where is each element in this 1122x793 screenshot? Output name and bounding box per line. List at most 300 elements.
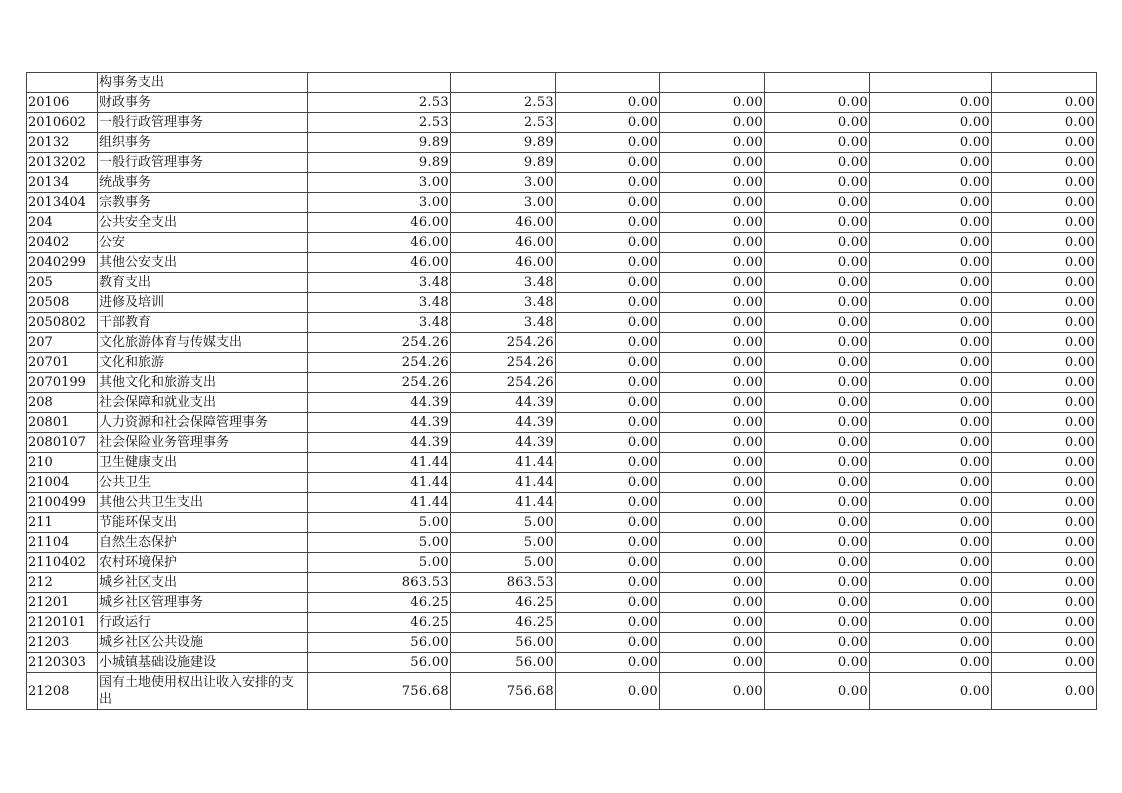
amount-cell: 3.48 [451,273,556,293]
amount-cell: 0.00 [870,293,992,313]
amount-cell: 0.00 [556,373,660,393]
subject-code-cell: 2120303 [27,653,98,673]
subject-name-cell: 行政运行 [98,613,308,633]
amount-cell: 0.00 [660,433,765,453]
amount-cell [308,73,451,93]
amount-cell: 0.00 [556,153,660,173]
amount-cell: 9.89 [451,153,556,173]
amount-cell: 0.00 [660,293,765,313]
subject-code-cell: 21004 [27,473,98,493]
amount-cell: 0.00 [556,113,660,133]
subject-name-cell: 进修及培训 [98,293,308,313]
amount-cell: 0.00 [660,133,765,153]
amount-cell: 41.44 [451,493,556,513]
table-row [27,533,1097,553]
amount-cell: 0.00 [765,353,870,373]
amount-cell: 0.00 [870,413,992,433]
subject-code-cell: 2010602 [27,113,98,133]
amount-cell: 254.26 [451,353,556,373]
amount-cell: 756.68 [451,673,556,710]
table-row [27,333,1097,353]
amount-cell: 0.00 [765,173,870,193]
subject-code-cell: 20106 [27,93,98,113]
amount-cell: 2.53 [308,93,451,113]
amount-cell: 0.00 [765,313,870,333]
amount-cell: 0.00 [556,233,660,253]
amount-cell: 56.00 [451,653,556,673]
amount-cell: 0.00 [870,573,992,593]
subject-name-cell: 文化旅游体育与传媒支出 [98,333,308,353]
amount-cell: 41.44 [451,453,556,473]
amount-cell: 0.00 [765,453,870,473]
subject-code-cell: 20402 [27,233,98,253]
amount-cell: 0.00 [870,153,992,173]
amount-cell: 0.00 [556,553,660,573]
amount-cell: 0.00 [556,573,660,593]
amount-cell: 0.00 [556,253,660,273]
amount-cell: 0.00 [870,533,992,553]
amount-cell: 0.00 [992,93,1097,113]
table-row [27,633,1097,653]
budget-table [26,72,1097,710]
amount-cell: 3.00 [308,193,451,213]
amount-cell: 46.25 [451,613,556,633]
amount-cell: 0.00 [660,193,765,213]
amount-cell: 0.00 [660,373,765,393]
amount-cell: 0.00 [660,113,765,133]
subject-code-cell: 2050802 [27,313,98,333]
subject-name-cell: 干部教育 [98,313,308,333]
amount-cell: 0.00 [765,273,870,293]
amount-cell [765,73,870,93]
subject-name-cell: 一般行政管理事务 [98,113,308,133]
budget-table-page [26,72,1096,710]
amount-cell: 0.00 [556,473,660,493]
amount-cell: 0.00 [556,393,660,413]
amount-cell: 0.00 [992,333,1097,353]
amount-cell: 0.00 [870,593,992,613]
amount-cell: 46.00 [308,233,451,253]
amount-cell: 0.00 [870,353,992,373]
table-row [27,433,1097,453]
subject-code-cell: 21208 [27,673,98,710]
amount-cell: 0.00 [992,673,1097,710]
amount-cell: 0.00 [660,413,765,433]
amount-cell: 0.00 [870,273,992,293]
amount-cell: 0.00 [765,653,870,673]
table-row [27,253,1097,273]
amount-cell: 0.00 [992,433,1097,453]
amount-cell: 0.00 [660,453,765,473]
amount-cell: 3.48 [451,313,556,333]
amount-cell: 41.44 [308,453,451,473]
table-row [27,93,1097,113]
amount-cell: 5.00 [308,513,451,533]
amount-cell: 0.00 [870,653,992,673]
amount-cell [660,73,765,93]
amount-cell: 0.00 [992,613,1097,633]
amount-cell: 0.00 [556,453,660,473]
table-row [27,293,1097,313]
amount-cell: 0.00 [765,253,870,273]
amount-cell: 0.00 [660,173,765,193]
amount-cell: 0.00 [992,393,1097,413]
subject-name-cell: 其他公共卫生支出 [98,493,308,513]
amount-cell: 0.00 [870,253,992,273]
amount-cell: 56.00 [308,653,451,673]
amount-cell: 0.00 [765,333,870,353]
amount-cell: 41.44 [308,493,451,513]
amount-cell: 0.00 [556,533,660,553]
table-row [27,73,1097,93]
subject-name-cell: 城乡社区公共设施 [98,633,308,653]
amount-cell: 0.00 [765,373,870,393]
amount-cell: 0.00 [992,213,1097,233]
amount-cell: 3.00 [451,193,556,213]
subject-name-cell: 构事务支出 [98,73,308,93]
amount-cell: 5.00 [451,533,556,553]
amount-cell: 3.00 [308,173,451,193]
amount-cell: 0.00 [660,653,765,673]
amount-cell: 41.44 [451,473,556,493]
amount-cell: 0.00 [765,393,870,413]
subject-name-cell: 节能环保支出 [98,513,308,533]
subject-name-cell: 统战事务 [98,173,308,193]
amount-cell: 0.00 [556,673,660,710]
amount-cell: 0.00 [660,593,765,613]
subject-name-cell: 自然生态保护 [98,533,308,553]
amount-cell: 0.00 [992,133,1097,153]
amount-cell: 0.00 [765,433,870,453]
amount-cell: 3.48 [308,293,451,313]
amount-cell: 0.00 [870,313,992,333]
amount-cell: 0.00 [765,133,870,153]
amount-cell: 0.00 [992,373,1097,393]
table-row [27,453,1097,473]
amount-cell: 0.00 [660,613,765,633]
amount-cell: 0.00 [870,493,992,513]
subject-name-cell: 组织事务 [98,133,308,153]
amount-cell: 0.00 [870,373,992,393]
subject-name-cell: 公共安全支出 [98,213,308,233]
subject-code-cell: 20132 [27,133,98,153]
subject-code-cell: 21203 [27,633,98,653]
subject-name-cell: 社会保险业务管理事务 [98,433,308,453]
subject-code-cell: 2100499 [27,493,98,513]
table-row [27,573,1097,593]
subject-code-cell: 2110402 [27,553,98,573]
amount-cell: 0.00 [992,273,1097,293]
amount-cell: 46.00 [451,253,556,273]
amount-cell: 0.00 [765,553,870,573]
subject-code-cell: 20508 [27,293,98,313]
amount-cell: 0.00 [765,213,870,233]
amount-cell: 0.00 [992,453,1097,473]
amount-cell: 5.00 [308,533,451,553]
amount-cell: 0.00 [870,553,992,573]
amount-cell: 0.00 [765,233,870,253]
table-row [27,653,1097,673]
amount-cell: 3.48 [451,293,556,313]
table-body [27,73,1097,710]
amount-cell: 0.00 [870,633,992,653]
amount-cell: 5.00 [308,553,451,573]
amount-cell: 44.39 [308,393,451,413]
subject-name-cell: 国有土地使用权出让收入安排的支出 [98,673,308,710]
subject-code-cell: 21104 [27,533,98,553]
subject-code-cell: 20134 [27,173,98,193]
subject-name-cell: 城乡社区支出 [98,573,308,593]
amount-cell: 254.26 [308,373,451,393]
amount-cell: 0.00 [556,613,660,633]
amount-cell: 0.00 [765,593,870,613]
amount-cell: 254.26 [451,373,556,393]
subject-code-cell: 211 [27,513,98,533]
amount-cell: 0.00 [992,253,1097,273]
table-row [27,393,1097,413]
subject-code-cell: 210 [27,453,98,473]
amount-cell: 0.00 [765,153,870,173]
amount-cell: 0.00 [870,433,992,453]
amount-cell: 0.00 [660,333,765,353]
amount-cell: 0.00 [660,353,765,373]
amount-cell: 0.00 [992,653,1097,673]
table-row [27,553,1097,573]
subject-name-cell: 教育支出 [98,273,308,293]
amount-cell: 0.00 [992,153,1097,173]
amount-cell: 0.00 [870,333,992,353]
amount-cell: 0.00 [556,213,660,233]
amount-cell: 0.00 [556,93,660,113]
amount-cell: 44.39 [308,433,451,453]
amount-cell: 0.00 [660,553,765,573]
table-row [27,113,1097,133]
amount-cell: 0.00 [660,93,765,113]
table-row [27,213,1097,233]
amount-cell: 0.00 [870,673,992,710]
amount-cell: 46.00 [451,213,556,233]
table-row [27,473,1097,493]
subject-name-cell: 社会保障和就业支出 [98,393,308,413]
amount-cell: 0.00 [660,233,765,253]
amount-cell: 5.00 [451,513,556,533]
amount-cell: 0.00 [556,433,660,453]
amount-cell: 0.00 [765,93,870,113]
amount-cell: 44.39 [451,433,556,453]
subject-name-cell: 一般行政管理事务 [98,153,308,173]
amount-cell: 0.00 [660,313,765,333]
subject-code-cell [27,73,98,93]
amount-cell: 0.00 [992,353,1097,373]
table-row [27,613,1097,633]
amount-cell: 5.00 [451,553,556,573]
amount-cell: 0.00 [870,613,992,633]
amount-cell: 0.00 [992,573,1097,593]
subject-name-cell: 农村环境保护 [98,553,308,573]
amount-cell [556,73,660,93]
amount-cell: 2.53 [451,93,556,113]
subject-code-cell: 2070199 [27,373,98,393]
subject-code-cell: 2080107 [27,433,98,453]
amount-cell: 56.00 [308,633,451,653]
subject-code-cell: 208 [27,393,98,413]
amount-cell: 0.00 [992,513,1097,533]
amount-cell: 0.00 [556,513,660,533]
amount-cell: 0.00 [556,193,660,213]
table-row [27,273,1097,293]
amount-cell: 0.00 [556,333,660,353]
amount-cell: 0.00 [992,413,1097,433]
subject-code-cell: 20801 [27,413,98,433]
subject-code-cell: 205 [27,273,98,293]
amount-cell: 0.00 [556,313,660,333]
amount-cell: 254.26 [451,333,556,353]
table-row [27,233,1097,253]
amount-cell: 0.00 [992,553,1097,573]
amount-cell: 44.39 [451,413,556,433]
amount-cell: 41.44 [308,473,451,493]
table-row [27,133,1097,153]
subject-code-cell: 21201 [27,593,98,613]
amount-cell: 0.00 [556,173,660,193]
amount-cell: 2.53 [451,113,556,133]
amount-cell: 0.00 [870,473,992,493]
amount-cell: 0.00 [660,153,765,173]
amount-cell: 44.39 [308,413,451,433]
amount-cell: 2.53 [308,113,451,133]
subject-name-cell: 人力资源和社会保障管理事务 [98,413,308,433]
amount-cell: 44.39 [451,393,556,413]
amount-cell: 0.00 [660,573,765,593]
subject-name-cell: 其他公安支出 [98,253,308,273]
amount-cell: 46.00 [451,233,556,253]
amount-cell: 0.00 [556,353,660,373]
amount-cell: 0.00 [765,293,870,313]
table-row [27,373,1097,393]
amount-cell: 9.89 [451,133,556,153]
amount-cell: 0.00 [556,653,660,673]
table-row [27,493,1097,513]
amount-cell: 3.48 [308,313,451,333]
amount-cell: 0.00 [660,213,765,233]
amount-cell: 0.00 [870,113,992,133]
amount-cell: 0.00 [765,533,870,553]
amount-cell: 0.00 [556,273,660,293]
amount-cell: 0.00 [660,513,765,533]
amount-cell: 0.00 [556,413,660,433]
amount-cell: 0.00 [556,133,660,153]
subject-code-cell: 2120101 [27,613,98,633]
amount-cell: 0.00 [870,213,992,233]
amount-cell: 0.00 [992,173,1097,193]
table-row [27,673,1097,710]
subject-code-cell: 2013202 [27,153,98,173]
amount-cell: 3.00 [451,173,556,193]
amount-cell: 46.25 [308,593,451,613]
subject-code-cell: 212 [27,573,98,593]
table-row [27,193,1097,213]
subject-name-cell: 公安 [98,233,308,253]
amount-cell: 0.00 [765,413,870,433]
amount-cell: 46.00 [308,253,451,273]
amount-cell: 0.00 [556,293,660,313]
amount-cell: 0.00 [992,233,1097,253]
amount-cell: 0.00 [660,473,765,493]
amount-cell: 254.26 [308,333,451,353]
amount-cell: 0.00 [765,513,870,533]
amount-cell: 0.00 [660,493,765,513]
amount-cell: 0.00 [992,473,1097,493]
subject-code-cell: 2013404 [27,193,98,213]
amount-cell: 0.00 [765,493,870,513]
amount-cell [992,73,1097,93]
amount-cell: 0.00 [992,313,1097,333]
amount-cell: 0.00 [870,193,992,213]
amount-cell: 0.00 [992,493,1097,513]
amount-cell: 756.68 [308,673,451,710]
amount-cell: 0.00 [765,613,870,633]
amount-cell: 0.00 [765,473,870,493]
amount-cell: 0.00 [992,533,1097,553]
amount-cell: 0.00 [765,113,870,133]
subject-name-cell: 文化和旅游 [98,353,308,373]
amount-cell: 0.00 [660,533,765,553]
amount-cell: 0.00 [992,193,1097,213]
amount-cell: 863.53 [451,573,556,593]
amount-cell [451,73,556,93]
amount-cell: 0.00 [870,453,992,473]
amount-cell: 0.00 [765,573,870,593]
amount-cell: 0.00 [870,393,992,413]
amount-cell: 56.00 [451,633,556,653]
amount-cell: 0.00 [660,273,765,293]
table-row [27,353,1097,373]
table-row [27,513,1097,533]
subject-code-cell: 207 [27,333,98,353]
amount-cell: 3.48 [308,273,451,293]
amount-cell: 0.00 [870,233,992,253]
table-row [27,313,1097,333]
amount-cell: 0.00 [556,633,660,653]
amount-cell: 0.00 [992,113,1097,133]
amount-cell: 0.00 [992,593,1097,613]
amount-cell: 0.00 [870,513,992,533]
subject-code-cell: 204 [27,213,98,233]
amount-cell: 0.00 [556,493,660,513]
amount-cell: 0.00 [556,593,660,613]
amount-cell: 0.00 [765,193,870,213]
amount-cell: 0.00 [992,293,1097,313]
table-row [27,413,1097,433]
amount-cell [870,73,992,93]
table-row [27,593,1097,613]
amount-cell: 0.00 [870,173,992,193]
amount-cell: 46.25 [308,613,451,633]
amount-cell: 0.00 [660,673,765,710]
amount-cell: 9.89 [308,153,451,173]
amount-cell: 46.00 [308,213,451,233]
amount-cell: 0.00 [870,133,992,153]
amount-cell: 254.26 [308,353,451,373]
amount-cell: 0.00 [765,673,870,710]
subject-name-cell: 城乡社区管理事务 [98,593,308,613]
subject-name-cell: 其他文化和旅游支出 [98,373,308,393]
subject-name-cell: 财政事务 [98,93,308,113]
amount-cell: 0.00 [660,253,765,273]
amount-cell: 863.53 [308,573,451,593]
amount-cell: 0.00 [870,93,992,113]
table-row [27,173,1097,193]
